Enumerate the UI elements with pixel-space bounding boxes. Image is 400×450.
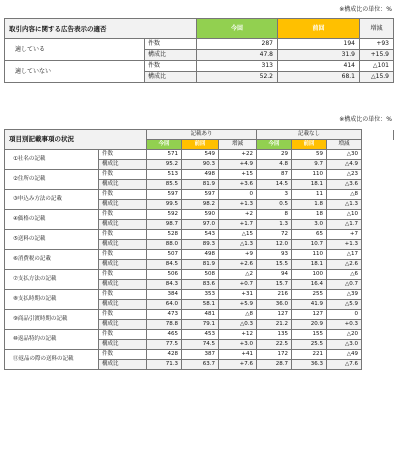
row-label: 構成比 (145, 72, 197, 83)
value-without-previous: 100 (292, 270, 327, 280)
value-with-previous: 63.7 (182, 360, 219, 370)
value-without-current: 94 (257, 270, 292, 280)
row-label: 件数 (99, 250, 147, 260)
value-without-change: +7 (327, 230, 362, 240)
value-without-change: △8 (327, 190, 362, 200)
value-with-previous: 508 (182, 270, 219, 280)
row-category: 適していない (5, 61, 145, 83)
row-label: 構成比 (99, 260, 147, 270)
value-without-current: 15.5 (257, 260, 292, 270)
value-without-current: 21.2 (257, 320, 292, 330)
value-without-previous: 18 (292, 210, 327, 220)
row-label: 件数 (99, 170, 147, 180)
without-header-previous: 前回 (292, 140, 327, 150)
value-without-change: +1.3 (327, 240, 362, 250)
value-without-previous: 18.1 (292, 260, 327, 270)
row-label: 件数 (99, 190, 147, 200)
value-with-current: 465 (147, 330, 182, 340)
row-label: 構成比 (145, 50, 197, 61)
item-category: ⑦支払方法の記載 (5, 270, 99, 290)
item-status-table (4, 129, 394, 370)
value-with-current: 78.8 (147, 320, 182, 330)
value-with-previous: 543 (182, 230, 219, 240)
value-without-current: 3 (257, 190, 292, 200)
value-with-change: +0.7 (219, 280, 257, 290)
group-with-listing: 記載あり (147, 130, 257, 140)
spacer-cell (362, 240, 394, 250)
spacer-cell (362, 150, 394, 160)
value-without-previous: 65 (292, 230, 327, 240)
row-label: 構成比 (99, 240, 147, 250)
value-with-change: +3.0 (219, 340, 257, 350)
value-with-change: △15 (219, 230, 257, 240)
value-without-change: △7.6 (327, 360, 362, 370)
table2-row (5, 150, 394, 160)
row-label: 構成比 (99, 220, 147, 230)
value-without-change: +0.3 (327, 320, 362, 330)
spacer-cell (362, 220, 394, 230)
item-category: ④価格の記載 (5, 210, 99, 230)
value-with-previous: 597 (182, 190, 219, 200)
value-with-previous: 89.3 (182, 240, 219, 250)
value-current: 52.2 (197, 72, 278, 83)
value-change: +15.9 (360, 50, 394, 61)
value-current: 47.8 (197, 50, 278, 61)
value-without-change: △6 (327, 270, 362, 280)
row-label: 件数 (99, 210, 147, 220)
value-with-current: 71.3 (147, 360, 182, 370)
item-category: ⑤送料の記載 (5, 230, 99, 250)
row-label: 件数 (99, 350, 147, 360)
unit-note-2: ※構成比の単位：% (339, 116, 392, 123)
value-without-change: △3.0 (327, 340, 362, 350)
value-without-previous: 110 (292, 250, 327, 260)
item-category: ⑧支払時期の記載 (5, 290, 99, 310)
spacer-cell (362, 190, 394, 200)
table2-row (5, 310, 394, 320)
value-without-previous: 110 (292, 170, 327, 180)
value-with-change: △2 (219, 270, 257, 280)
group-without-listing: 記載なし (257, 130, 362, 140)
value-with-current: 98.7 (147, 220, 182, 230)
row-label: 件数 (99, 270, 147, 280)
value-previous: 194 (278, 39, 360, 50)
value-with-change: +7.6 (219, 360, 257, 370)
value-change: △15.9 (360, 72, 394, 83)
row-label: 件数 (99, 310, 147, 320)
row-label: 件数 (99, 150, 147, 160)
value-without-change: △30 (327, 150, 362, 160)
value-with-current: 506 (147, 270, 182, 280)
table2-row (5, 190, 394, 200)
value-with-change: +12 (219, 330, 257, 340)
value-with-change: +4.9 (219, 160, 257, 170)
value-with-change: +1.3 (219, 200, 257, 210)
item-category: ③申込み方法の記載 (5, 190, 99, 210)
value-with-change: +15 (219, 170, 257, 180)
value-with-previous: 549 (182, 150, 219, 160)
value-with-change: +31 (219, 290, 257, 300)
value-without-current: 87 (257, 170, 292, 180)
table1-header-change: 増減 (360, 19, 394, 39)
value-without-current: 4.8 (257, 160, 292, 170)
spacer-cell (362, 160, 394, 170)
table2-row (5, 290, 394, 300)
value-with-current: 99.5 (147, 200, 182, 210)
value-with-current: 513 (147, 170, 182, 180)
value-without-change: △39 (327, 290, 362, 300)
value-without-current: 14.5 (257, 180, 292, 190)
table1-body (5, 39, 394, 83)
value-current: 313 (197, 61, 278, 72)
value-without-current: 1.3 (257, 220, 292, 230)
value-without-change: △5.9 (327, 300, 362, 310)
with-header-current: 今回 (147, 140, 182, 150)
value-with-change: △1.3 (219, 240, 257, 250)
spacer-cell (362, 300, 394, 310)
value-without-change: △2.6 (327, 260, 362, 270)
value-without-previous: 16.4 (292, 280, 327, 290)
row-category: 適している (5, 39, 145, 61)
value-with-previous: 74.5 (182, 340, 219, 350)
with-header-previous: 前回 (182, 140, 219, 150)
table2-row (5, 330, 394, 340)
table1-row (5, 39, 394, 50)
row-label: 件数 (145, 61, 197, 72)
value-without-previous: 255 (292, 290, 327, 300)
row-label: 構成比 (99, 200, 147, 210)
value-without-previous: 221 (292, 350, 327, 360)
value-with-previous: 81.9 (182, 180, 219, 190)
table2-body (5, 150, 394, 370)
table2-row (5, 230, 394, 240)
item-category: ⑨商品引渡時期の記載 (5, 310, 99, 330)
value-without-current: 29 (257, 150, 292, 160)
ad-suitability-table (4, 18, 394, 83)
item-category: ⑩返品特約の記載 (5, 330, 99, 350)
value-without-current: 15.7 (257, 280, 292, 290)
value-without-change: △0.7 (327, 280, 362, 290)
with-header-change: 増減 (219, 140, 257, 150)
value-with-current: 592 (147, 210, 182, 220)
value-without-current: 72 (257, 230, 292, 240)
row-label: 構成比 (99, 300, 147, 310)
spacer-cell (362, 260, 394, 270)
spacer-cell (362, 130, 394, 140)
row-label: 構成比 (99, 360, 147, 370)
value-previous: 414 (278, 61, 360, 72)
value-without-previous: 1.8 (292, 200, 327, 210)
value-with-change: △0.3 (219, 320, 257, 330)
value-with-previous: 83.6 (182, 280, 219, 290)
value-without-current: 36.0 (257, 300, 292, 310)
spacer-cell (362, 330, 394, 340)
value-with-previous: 97.0 (182, 220, 219, 230)
value-without-previous: 127 (292, 310, 327, 320)
item-category: ①社名の記載 (5, 150, 99, 170)
row-label: 構成比 (99, 340, 147, 350)
value-with-current: 428 (147, 350, 182, 360)
value-with-previous: 58.1 (182, 300, 219, 310)
spacer-cell (362, 140, 394, 150)
value-without-change: △1.3 (327, 200, 362, 210)
value-with-change: 0 (219, 190, 257, 200)
table1-header-current: 今回 (197, 19, 278, 39)
row-label: 件数 (99, 290, 147, 300)
table2-title: 項目別記載事項の状況 (5, 130, 147, 150)
value-with-current: 85.5 (147, 180, 182, 190)
table2-row (5, 210, 394, 220)
value-without-current: 28.7 (257, 360, 292, 370)
value-previous: 31.9 (278, 50, 360, 61)
value-with-current: 597 (147, 190, 182, 200)
value-with-previous: 498 (182, 170, 219, 180)
value-without-change: △10 (327, 210, 362, 220)
spacer-cell (362, 350, 394, 360)
value-with-change: +3.6 (219, 180, 257, 190)
table1-row (5, 61, 394, 72)
table2-row (5, 270, 394, 280)
table2-row (5, 170, 394, 180)
value-with-current: 77.5 (147, 340, 182, 350)
value-with-current: 88.0 (147, 240, 182, 250)
value-with-change: △8 (219, 310, 257, 320)
value-with-previous: 387 (182, 350, 219, 360)
row-label: 件数 (99, 230, 147, 240)
value-with-current: 528 (147, 230, 182, 240)
value-without-change: △17 (327, 250, 362, 260)
value-without-previous: 25.5 (292, 340, 327, 350)
table1-title: 取引内容に関する広告表示の適否 (5, 19, 197, 39)
spacer-cell (362, 250, 394, 260)
value-without-previous: 11 (292, 190, 327, 200)
row-label: 構成比 (99, 160, 147, 170)
value-without-current: 135 (257, 330, 292, 340)
spacer-cell (362, 230, 394, 240)
spacer-cell (362, 290, 394, 300)
spacer-cell (362, 310, 394, 320)
value-with-current: 384 (147, 290, 182, 300)
value-without-previous: 9.7 (292, 160, 327, 170)
table1-header-previous: 前回 (278, 19, 360, 39)
value-without-current: 12.0 (257, 240, 292, 250)
value-previous: 68.1 (278, 72, 360, 83)
row-label: 件数 (145, 39, 197, 50)
unit-note-1: ※構成比の単位：% (339, 6, 392, 13)
value-with-current: 507 (147, 250, 182, 260)
value-with-current: 473 (147, 310, 182, 320)
spacer-cell (362, 210, 394, 220)
value-without-change: △1.7 (327, 220, 362, 230)
spacer-cell (362, 280, 394, 290)
value-with-previous: 590 (182, 210, 219, 220)
value-with-current: 64.0 (147, 300, 182, 310)
value-with-current: 571 (147, 150, 182, 160)
value-with-change: +9 (219, 250, 257, 260)
value-with-current: 95.2 (147, 160, 182, 170)
item-category: ⑪返品の際の送料の記載 (5, 350, 99, 370)
row-label: 構成比 (99, 180, 147, 190)
row-label: 構成比 (99, 320, 147, 330)
value-without-previous: 41.9 (292, 300, 327, 310)
value-with-previous: 498 (182, 250, 219, 260)
table2-row (5, 250, 394, 260)
value-without-previous: 36.3 (292, 360, 327, 370)
value-without-current: 93 (257, 250, 292, 260)
without-header-current: 今回 (257, 140, 292, 150)
value-with-change: +22 (219, 150, 257, 160)
value-with-change: +2.6 (219, 260, 257, 270)
value-without-current: 8 (257, 210, 292, 220)
spacer-cell (362, 360, 394, 370)
value-with-previous: 453 (182, 330, 219, 340)
row-label: 構成比 (99, 280, 147, 290)
value-with-previous: 481 (182, 310, 219, 320)
spacer-cell (362, 200, 394, 210)
value-without-change: △20 (327, 330, 362, 340)
row-label: 件数 (99, 330, 147, 340)
without-header-change: 増減 (327, 140, 362, 150)
value-without-change: △4.9 (327, 160, 362, 170)
spacer-cell (362, 170, 394, 180)
value-with-previous: 98.2 (182, 200, 219, 210)
value-without-change: △49 (327, 350, 362, 360)
table2-row (5, 350, 394, 360)
value-with-change: +41 (219, 350, 257, 360)
value-without-current: 22.5 (257, 340, 292, 350)
spacer-cell (362, 270, 394, 280)
value-without-change: △23 (327, 170, 362, 180)
value-current: 287 (197, 39, 278, 50)
spacer-cell (362, 320, 394, 330)
spacer-cell (362, 180, 394, 190)
value-with-previous: 81.9 (182, 260, 219, 270)
value-change: +93 (360, 39, 394, 50)
value-without-previous: 10.7 (292, 240, 327, 250)
value-with-previous: 353 (182, 290, 219, 300)
value-change: △101 (360, 61, 394, 72)
value-with-change: +5.9 (219, 300, 257, 310)
value-with-current: 84.5 (147, 260, 182, 270)
item-category: ②住所の記載 (5, 170, 99, 190)
value-with-previous: 90.3 (182, 160, 219, 170)
value-without-previous: 20.9 (292, 320, 327, 330)
value-with-previous: 79.1 (182, 320, 219, 330)
value-with-current: 84.3 (147, 280, 182, 290)
value-with-change: +2 (219, 210, 257, 220)
item-category: ⑥消費税の記載 (5, 250, 99, 270)
spacer-cell (362, 340, 394, 350)
value-without-change: 0 (327, 310, 362, 320)
value-with-change: +1.7 (219, 220, 257, 230)
value-without-current: 0.5 (257, 200, 292, 210)
value-without-current: 172 (257, 350, 292, 360)
value-without-current: 216 (257, 290, 292, 300)
value-without-previous: 3.0 (292, 220, 327, 230)
value-without-current: 127 (257, 310, 292, 320)
value-without-previous: 155 (292, 330, 327, 340)
value-without-previous: 59 (292, 150, 327, 160)
value-without-previous: 18.1 (292, 180, 327, 190)
value-without-change: △3.6 (327, 180, 362, 190)
